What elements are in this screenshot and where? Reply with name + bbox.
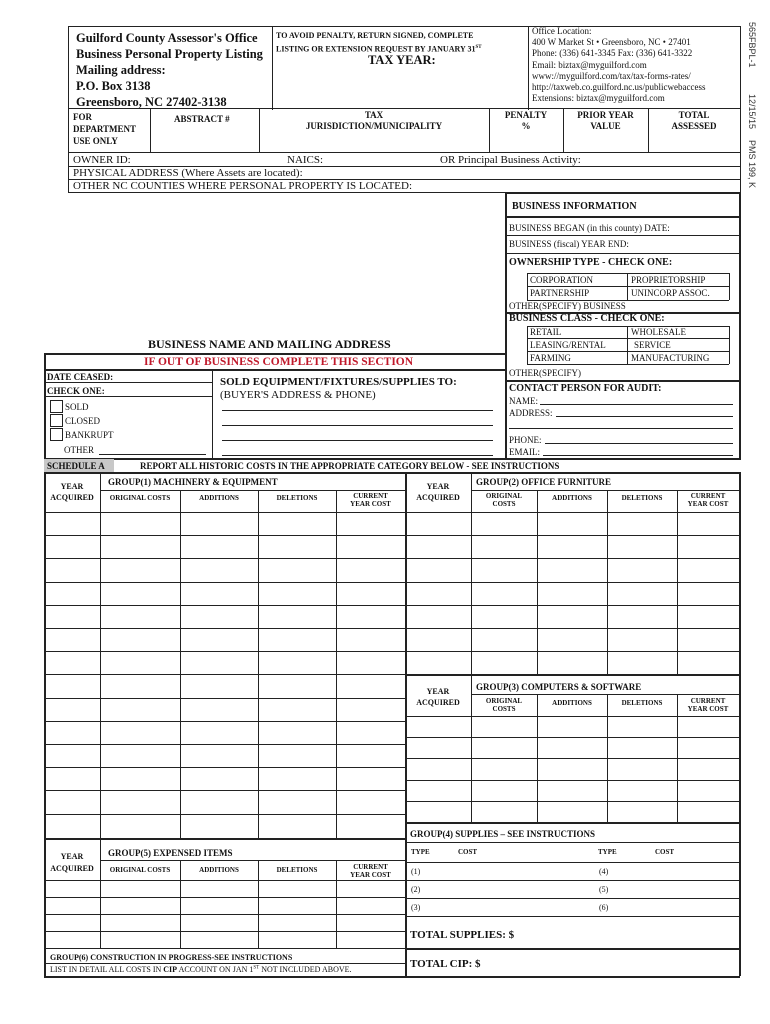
ownership-unincorp[interactable]: UNINCORP ASSOC. xyxy=(631,288,710,298)
g2-table-row[interactable] xyxy=(405,651,739,652)
contact-email-label: EMAIL: xyxy=(509,447,540,457)
g1-table-row[interactable] xyxy=(44,535,405,536)
ownership-other[interactable]: OTHER(SPECIFY) BUSINESS xyxy=(509,301,626,311)
buyer-line-4[interactable] xyxy=(222,455,493,456)
sold-to-label: SOLD EQUIPMENT/FIXTURES/SUPPLIES TO: xyxy=(220,376,457,388)
bankrupt-checkbox[interactable] xyxy=(50,428,63,441)
g5-current-year: CURRENT YEAR COST xyxy=(350,863,391,879)
tax-year-label: TAX YEAR: xyxy=(368,53,436,67)
g1-title: GROUP(1) MACHINERY & EQUIPMENT xyxy=(108,477,278,487)
g2-additions: ADDITIONS xyxy=(552,494,592,502)
g1-table-row[interactable] xyxy=(44,790,405,791)
contact-phone-label: PHONE: xyxy=(509,435,542,445)
fiscal-year-end-label: BUSINESS (fiscal) YEAR END: xyxy=(509,239,629,249)
buyer-line-1[interactable] xyxy=(222,410,493,411)
supplies-type-left: TYPE xyxy=(411,848,430,856)
penalty-label: PENALTY % xyxy=(504,110,548,131)
supply-item-5[interactable]: (5) xyxy=(599,885,609,894)
supplies-type-right: TYPE xyxy=(598,848,617,856)
total-cip-label: TOTAL CIP: $ xyxy=(410,958,481,970)
supply-item-6[interactable]: (6) xyxy=(599,903,609,912)
principal-activity-label: OR Principal Business Activity: xyxy=(440,154,581,166)
bankrupt-label: BANKRUPT xyxy=(65,430,114,440)
for-dept-label: FOR DEPARTMENT USE ONLY xyxy=(73,112,137,146)
tax-jurisdiction-label: TAX JURISDICTION/MUNICIPALITY xyxy=(305,110,443,131)
physical-address-label: PHYSICAL ADDRESS (Where Assets are located): xyxy=(73,167,303,179)
mailing-label: Mailing address: xyxy=(76,63,166,77)
contact-phone-field[interactable] xyxy=(545,443,733,444)
closed-label: CLOSED xyxy=(65,416,101,426)
g1-deletions: DELETIONS xyxy=(276,494,318,502)
g5-deletions: DELETIONS xyxy=(276,866,318,874)
form-code: 565FBPL-1 xyxy=(747,22,757,68)
g2-current-year: CURRENT YEAR COST xyxy=(687,492,729,508)
g1-table-row[interactable] xyxy=(44,674,405,675)
g3-table-row[interactable] xyxy=(405,758,739,759)
class-wholesale[interactable]: WHOLESALE xyxy=(631,327,686,337)
g1-table-row[interactable] xyxy=(44,651,405,652)
mailing-title: BUSINESS NAME AND MAILING ADDRESS xyxy=(148,337,391,351)
g2-table-row[interactable] xyxy=(405,628,739,629)
ownership-partnership[interactable]: PARTNERSHIP xyxy=(530,288,590,298)
g3-deletions: DELETIONS xyxy=(621,699,663,707)
g2-deletions: DELETIONS xyxy=(621,494,663,502)
g1-year-acquired: YEAR ACQUIRED xyxy=(50,482,94,502)
contact-address-field[interactable] xyxy=(556,416,733,417)
g3-additions: ADDITIONS xyxy=(552,699,592,707)
contact-address-label: ADDRESS: xyxy=(509,408,553,418)
g2-table-row[interactable] xyxy=(405,535,739,536)
g1-table-row[interactable] xyxy=(44,814,405,815)
sold-label: SOLD xyxy=(65,402,89,412)
g3-table-row[interactable] xyxy=(405,801,739,802)
g1-current-year: CURRENT YEAR COST xyxy=(350,492,391,508)
class-manufacturing[interactable]: MANUFACTURING xyxy=(631,353,710,363)
buyer-label: (BUYER'S ADDRESS & PHONE) xyxy=(220,389,376,401)
class-farming[interactable]: FARMING xyxy=(530,353,571,363)
business-began-label: BUSINESS BEGAN (in this county) DATE: xyxy=(509,223,670,233)
g4-title: GROUP(4) SUPPLIES – SEE INSTRUCTIONS xyxy=(410,829,596,839)
g3-title: GROUP(3) COMPUTERS & SOFTWARE xyxy=(476,682,642,692)
g5-original-costs: ORIGINAL COSTS xyxy=(109,866,171,874)
g2-original-costs: ORIGINAL COSTS xyxy=(485,492,523,508)
total-assessed-label: TOTAL ASSESSED xyxy=(671,110,717,131)
g3-table-row[interactable] xyxy=(405,737,739,738)
supply-item-2[interactable]: (2) xyxy=(411,885,421,894)
mailing-city: Greensboro, NC 27402-3138 xyxy=(76,95,227,109)
other-counties-label: OTHER NC COUNTIES WHERE PERSONAL PROPERTY IS LOCATED: xyxy=(73,180,413,192)
schedule-a-label: SCHEDULE A xyxy=(47,461,105,471)
g5-year-acquired: YEAR ACQUIRED xyxy=(50,852,94,873)
sold-checkbox[interactable] xyxy=(50,400,63,413)
ownership-proprietorship[interactable]: PROPRIETORSHIP xyxy=(631,275,706,285)
g2-table-row[interactable] xyxy=(405,605,739,606)
g5-title: GROUP(5) EXPENSED ITEMS xyxy=(108,848,233,858)
contact-name-field[interactable] xyxy=(540,404,733,405)
g1-table-row[interactable] xyxy=(44,767,405,768)
supply-item-1[interactable]: (1) xyxy=(411,867,421,876)
office-location: Office Location: 400 W Market St • Greensboro, NC • 27401 Phone: (336) 641-3345 Fax: (336) 641-3322 Email: biztax@myguilford.com www://myguilford.com/tax/tax-forms-rates/ http://taxweb.co.guilford.nc.us/publicwebaccess Extensions: biztax@myguilford.com xyxy=(532,26,706,104)
g3-current-year: CURRENT YEAR COST xyxy=(687,697,729,713)
other-ceased-field[interactable] xyxy=(99,454,206,455)
g6-note: LIST IN DETAIL ALL COSTS IN CIP ACCOUNT ON JAN 1ST NOT INCLUDED ABOVE. xyxy=(50,965,352,974)
g2-title: GROUP(2) OFFICE FURNITURE xyxy=(476,477,611,487)
supplies-cost-right: COST xyxy=(655,848,675,856)
g1-table-row[interactable] xyxy=(44,698,405,699)
g1-table-row[interactable] xyxy=(44,744,405,745)
contact-email-field[interactable] xyxy=(543,455,733,456)
g2-year-acquired: YEAR ACQUIRED xyxy=(416,482,460,502)
check-one-label: CHECK ONE: xyxy=(47,386,105,396)
class-service[interactable]: SERVICE xyxy=(634,340,671,350)
color-code: PMS 199, K xyxy=(747,140,757,189)
buyer-line-3[interactable] xyxy=(222,440,493,441)
contact-title: CONTACT PERSON FOR AUDIT: xyxy=(509,383,662,394)
g2-table-row[interactable] xyxy=(405,582,739,583)
supply-item-4[interactable]: (4) xyxy=(599,867,609,876)
business-info-title: BUSINESS INFORMATION xyxy=(512,201,637,212)
closed-checkbox[interactable] xyxy=(50,414,63,427)
total-supplies-label: TOTAL SUPPLIES: $ xyxy=(410,929,515,941)
business-class-title: BUSINESS CLASS - CHECK ONE: xyxy=(509,313,665,324)
g1-table-row[interactable] xyxy=(44,628,405,629)
g1-table-row[interactable] xyxy=(44,721,405,722)
g6-title: GROUP(6) CONSTRUCTION IN PROGRESS-SEE INSTRUCTIONS xyxy=(50,953,293,962)
g3-table-row[interactable] xyxy=(405,780,739,781)
g1-table-row[interactable] xyxy=(44,558,405,559)
buyer-line-2[interactable] xyxy=(222,425,493,426)
form-name: Business Personal Property Listing xyxy=(76,47,263,61)
supplies-cost-left: COST xyxy=(458,848,478,856)
naics-label: NAICS: xyxy=(287,154,324,166)
ownership-title: OWNERSHIP TYPE - CHECK ONE: xyxy=(509,257,673,268)
g1-table-row[interactable] xyxy=(44,582,405,583)
out-of-business-title: IF OUT OF BUSINESS COMPLETE THIS SECTION xyxy=(144,356,414,368)
ownership-corporation[interactable]: CORPORATION xyxy=(530,275,594,285)
class-other[interactable]: OTHER(SPECIFY) xyxy=(509,368,582,378)
g3-original-costs: ORIGINAL COSTS xyxy=(485,697,523,713)
form-date: 12/15/15 xyxy=(747,94,757,130)
po-box: P.O. Box 3138 xyxy=(76,79,151,93)
class-retail[interactable]: RETAIL xyxy=(530,327,562,337)
g5-additions: ADDITIONS xyxy=(199,866,239,874)
g1-original-costs: ORIGINAL COSTS xyxy=(109,494,171,502)
g2-table-row[interactable] xyxy=(405,558,739,559)
g3-year-acquired: YEAR ACQUIRED xyxy=(416,687,460,707)
penalty-notice: TO AVOID PENALTY, RETURN SIGNED, COMPLETE LISTING OR EXTENSION REQUEST BY JANUARY 31ST xyxy=(276,31,482,54)
g1-additions: ADDITIONS xyxy=(199,494,239,502)
office-title xyxy=(76,30,263,110)
supply-item-3[interactable]: (3) xyxy=(411,903,421,912)
owner-id-label: OWNER ID: xyxy=(73,154,131,166)
contact-name-label: NAME: xyxy=(509,396,538,406)
abstract-label: ABSTRACT # xyxy=(174,114,230,124)
office-name: Guilford County Assessor's Office xyxy=(76,31,258,45)
schedule-a-instructions: REPORT ALL HISTORIC COSTS IN THE APPROPRIATE CATEGORY BELOW - SEE INSTRUCTIONS xyxy=(140,461,560,471)
g1-table-row[interactable] xyxy=(44,605,405,606)
class-leasing[interactable]: LEASING/RENTAL xyxy=(530,340,606,350)
prior-year-label: PRIOR YEAR VALUE xyxy=(577,110,634,131)
other-ceased-label: OTHER xyxy=(64,445,94,455)
date-ceased-label: DATE CEASED: xyxy=(47,372,114,382)
